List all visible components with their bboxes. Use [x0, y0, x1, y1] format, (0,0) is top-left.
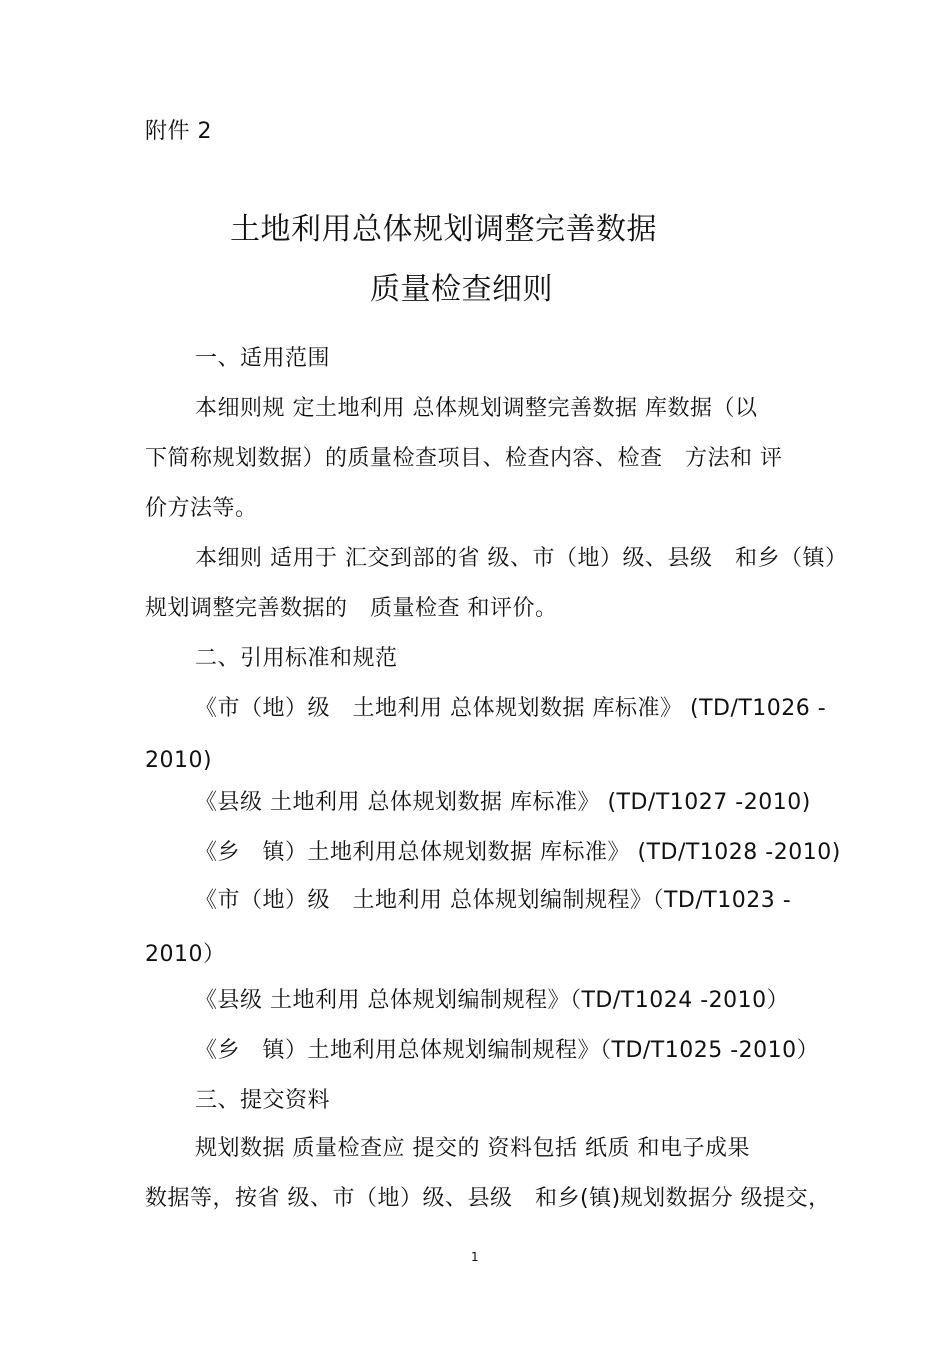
reference-item-continued: 2010) [145, 748, 213, 773]
reference-item: 《乡 镇）土地利用总体规划数据 库标准》 (TD/T1028 -2010) [195, 840, 841, 865]
paragraph-line: 价方法等。 [145, 496, 258, 521]
section-heading-submission: 三、提交资料 [195, 1088, 331, 1113]
reference-item-continued: 2010） [145, 942, 226, 967]
paragraph-line: 下简称规划数据）的质量检查项目、检查内容、检查 方法和 评 [145, 446, 783, 471]
paragraph-line: 规划调整完善数据的 质量检查 和评价。 [145, 596, 558, 621]
document-title-line-1: 土地利用总体规划调整完善数据 [230, 212, 657, 247]
paragraph-line: 规划数据 质量检查应 提交的 资料包括 纸质 和电子成果 [195, 1136, 750, 1161]
reference-item: 《乡 镇）土地利用总体规划编制规程》（TD/T1025 -2010） [195, 1038, 820, 1063]
attachment-label: 附件 2 [145, 119, 212, 144]
paragraph-line: 数据等，按省 级、市（地）级、县级 和乡(镇)规划数据分 级提交， [145, 1186, 831, 1211]
document-title-line-2: 质量检查细则 [370, 272, 553, 307]
reference-item: 《市（地）级 土地利用 总体规划编制规程》（TD/T1023 - [195, 888, 792, 913]
section-heading-references: 二、引用标准和规范 [195, 646, 398, 671]
reference-item: 《县级 土地利用 总体规划数据 库标准》 (TD/T1027 -2010) [195, 790, 811, 815]
paragraph-line: 本细则规 定土地利用 总体规划调整完善数据 库数据（以 [195, 396, 758, 421]
reference-item: 《市（地）级 土地利用 总体规划数据 库标准》 (TD/T1026 - [195, 696, 827, 721]
paragraph-line: 本细则 适用于 汇交到部的省 级、市（地）级、县级 和乡（镇） [195, 546, 848, 571]
reference-item: 《县级 土地利用 总体规划编制规程》（TD/T1024 -2010） [195, 988, 790, 1013]
page-number: 1 [471, 1250, 479, 1264]
section-heading-scope: 一、适用范围 [195, 346, 331, 371]
